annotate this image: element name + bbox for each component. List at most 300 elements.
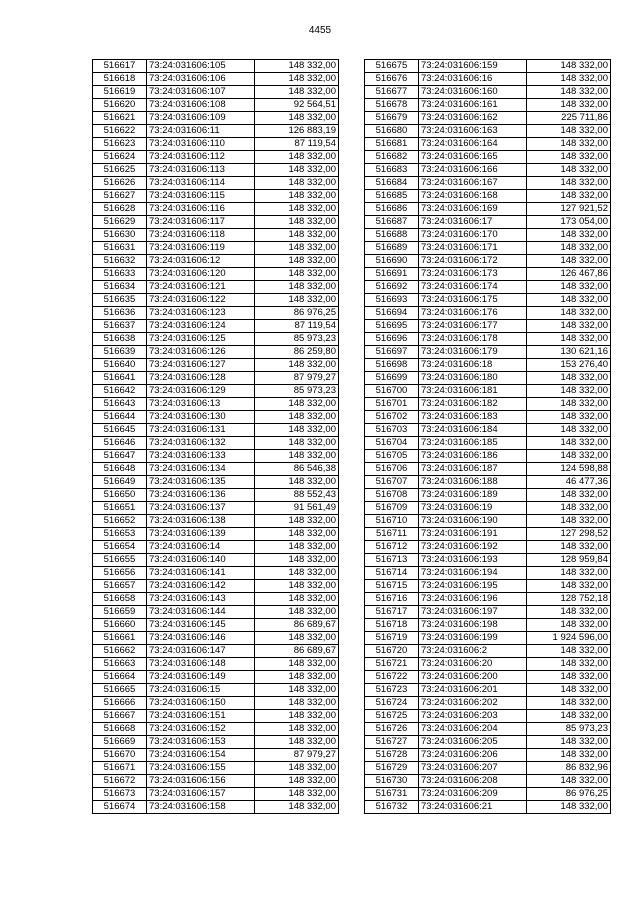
value-cell: 148 332,00 bbox=[255, 606, 339, 619]
row-number-cell: 516694 bbox=[365, 307, 419, 320]
cadastral-number-cell: 73:24:031606:178 bbox=[419, 333, 527, 346]
table-row bbox=[365, 762, 611, 775]
row-number-cell: 516644 bbox=[93, 411, 147, 424]
row-number-cell: 516727 bbox=[365, 736, 419, 749]
table-row bbox=[93, 632, 339, 645]
cadastral-number-cell: 73:24:031606:144 bbox=[147, 606, 255, 619]
value-cell: 148 332,00 bbox=[255, 112, 339, 125]
row-number-cell: 516650 bbox=[93, 489, 147, 502]
value-cell: 124 598,88 bbox=[527, 463, 611, 476]
row-number-cell: 516624 bbox=[93, 151, 147, 164]
cadastral-number-cell: 73:24:031606:188 bbox=[419, 476, 527, 489]
table-row bbox=[365, 723, 611, 736]
row-number-cell: 516689 bbox=[365, 242, 419, 255]
table-row bbox=[93, 99, 339, 112]
table-row bbox=[93, 294, 339, 307]
table-row bbox=[93, 385, 339, 398]
table-row bbox=[93, 437, 339, 450]
cadastral-number-cell: 73:24:031606:138 bbox=[147, 515, 255, 528]
table-row bbox=[93, 112, 339, 125]
table-row bbox=[365, 151, 611, 164]
row-number-cell: 516636 bbox=[93, 307, 147, 320]
cadastral-number-cell: 73:24:031606:120 bbox=[147, 268, 255, 281]
row-number-cell: 516698 bbox=[365, 359, 419, 372]
cadastral-number-cell: 73:24:031606:119 bbox=[147, 242, 255, 255]
table-row bbox=[365, 593, 611, 606]
cadastral-number-cell: 73:24:031606:128 bbox=[147, 372, 255, 385]
table-row bbox=[365, 346, 611, 359]
table-row bbox=[365, 775, 611, 788]
cadastral-number-cell: 73:24:031606:165 bbox=[419, 151, 527, 164]
table-row bbox=[93, 268, 339, 281]
value-cell: 91 561,49 bbox=[255, 502, 339, 515]
row-number-cell: 516651 bbox=[93, 502, 147, 515]
table-row bbox=[365, 307, 611, 320]
cadastral-number-cell: 73:24:031606:149 bbox=[147, 671, 255, 684]
cadastral-number-cell: 73:24:031606:200 bbox=[419, 671, 527, 684]
row-number-cell: 516670 bbox=[93, 749, 147, 762]
value-cell: 148 332,00 bbox=[255, 762, 339, 775]
row-number-cell: 516705 bbox=[365, 450, 419, 463]
row-number-cell: 516730 bbox=[365, 775, 419, 788]
value-cell: 148 332,00 bbox=[255, 788, 339, 801]
row-number-cell: 516713 bbox=[365, 554, 419, 567]
row-number-cell: 516681 bbox=[365, 138, 419, 151]
table-row bbox=[93, 216, 339, 229]
row-number-cell: 516657 bbox=[93, 580, 147, 593]
value-cell: 85 973,23 bbox=[255, 333, 339, 346]
cadastral-number-cell: 73:24:031606:184 bbox=[419, 424, 527, 437]
value-cell: 148 332,00 bbox=[255, 151, 339, 164]
row-number-cell: 516729 bbox=[365, 762, 419, 775]
value-cell: 148 332,00 bbox=[527, 606, 611, 619]
table-row bbox=[93, 242, 339, 255]
row-number-cell: 516630 bbox=[93, 229, 147, 242]
cadastral-number-cell: 73:24:031606:189 bbox=[419, 489, 527, 502]
cadastral-number-cell: 73:24:031606:122 bbox=[147, 294, 255, 307]
table-row bbox=[365, 463, 611, 476]
table-row bbox=[93, 489, 339, 502]
row-number-cell: 516726 bbox=[365, 723, 419, 736]
cadastral-number-cell: 73:24:031606:205 bbox=[419, 736, 527, 749]
row-number-cell: 516704 bbox=[365, 437, 419, 450]
row-number-cell: 516648 bbox=[93, 463, 147, 476]
cadastral-number-cell: 73:24:031606:21 bbox=[419, 801, 527, 814]
value-cell: 86 689,67 bbox=[255, 645, 339, 658]
cadastral-number-cell: 73:24:031606:148 bbox=[147, 658, 255, 671]
table-row bbox=[93, 125, 339, 138]
table-row bbox=[93, 762, 339, 775]
table-row bbox=[93, 606, 339, 619]
table-row bbox=[365, 255, 611, 268]
cadastral-number-cell: 73:24:031606:207 bbox=[419, 762, 527, 775]
cadastral-number-cell: 73:24:031606:192 bbox=[419, 541, 527, 554]
table-row bbox=[365, 489, 611, 502]
value-cell: 148 332,00 bbox=[255, 567, 339, 580]
table-row bbox=[365, 190, 611, 203]
cadastral-number-cell: 73:24:031606:150 bbox=[147, 697, 255, 710]
value-cell: 148 332,00 bbox=[527, 398, 611, 411]
cadastral-number-cell: 73:24:031606:15 bbox=[147, 684, 255, 697]
value-cell: 148 332,00 bbox=[255, 580, 339, 593]
row-number-cell: 516701 bbox=[365, 398, 419, 411]
cadastral-number-cell: 73:24:031606:168 bbox=[419, 190, 527, 203]
table-row bbox=[93, 151, 339, 164]
table-row bbox=[93, 736, 339, 749]
row-number-cell: 516660 bbox=[93, 619, 147, 632]
table-row bbox=[93, 229, 339, 242]
table-row bbox=[365, 99, 611, 112]
cadastral-number-cell: 73:24:031606:14 bbox=[147, 541, 255, 554]
table-row bbox=[93, 60, 339, 73]
table-row bbox=[93, 281, 339, 294]
cadastral-number-cell: 73:24:031606:160 bbox=[419, 86, 527, 99]
row-number-cell: 516720 bbox=[365, 645, 419, 658]
table-row bbox=[365, 437, 611, 450]
value-cell: 148 332,00 bbox=[255, 515, 339, 528]
table-row bbox=[365, 632, 611, 645]
value-cell: 153 276,40 bbox=[527, 359, 611, 372]
table-row bbox=[365, 528, 611, 541]
value-cell: 148 332,00 bbox=[255, 723, 339, 736]
table-row bbox=[93, 502, 339, 515]
cadastral-number-cell: 73:24:031606:163 bbox=[419, 125, 527, 138]
value-cell: 148 332,00 bbox=[527, 749, 611, 762]
value-cell: 148 332,00 bbox=[255, 359, 339, 372]
row-number-cell: 516628 bbox=[93, 203, 147, 216]
value-cell: 148 332,00 bbox=[527, 307, 611, 320]
table-row bbox=[93, 138, 339, 151]
table-row bbox=[365, 606, 611, 619]
cadastral-number-cell: 73:24:031606:196 bbox=[419, 593, 527, 606]
cadastral-number-cell: 73:24:031606:124 bbox=[147, 320, 255, 333]
row-number-cell: 516690 bbox=[365, 255, 419, 268]
table-row bbox=[93, 203, 339, 216]
value-cell: 46 477,36 bbox=[527, 476, 611, 489]
table-row bbox=[365, 502, 611, 515]
table-row bbox=[365, 567, 611, 580]
table-row bbox=[93, 86, 339, 99]
row-number-cell: 516631 bbox=[93, 242, 147, 255]
value-cell: 148 332,00 bbox=[255, 671, 339, 684]
cadastral-number-cell: 73:24:031606:181 bbox=[419, 385, 527, 398]
value-cell: 148 332,00 bbox=[527, 151, 611, 164]
value-cell: 148 332,00 bbox=[255, 801, 339, 814]
value-cell: 148 332,00 bbox=[527, 99, 611, 112]
table-row bbox=[365, 294, 611, 307]
cadastral-number-cell: 73:24:031606:116 bbox=[147, 203, 255, 216]
cadastral-number-cell: 73:24:031606:108 bbox=[147, 99, 255, 112]
value-cell: 86 832,96 bbox=[527, 762, 611, 775]
row-number-cell: 516724 bbox=[365, 697, 419, 710]
value-cell: 87 979,27 bbox=[255, 372, 339, 385]
row-number-cell: 516673 bbox=[93, 788, 147, 801]
cadastral-number-cell: 73:24:031606:17 bbox=[419, 216, 527, 229]
table-row bbox=[365, 203, 611, 216]
cadastral-number-cell: 73:24:031606:139 bbox=[147, 528, 255, 541]
row-number-cell: 516618 bbox=[93, 73, 147, 86]
table-row bbox=[93, 346, 339, 359]
row-number-cell: 516679 bbox=[365, 112, 419, 125]
value-cell: 148 332,00 bbox=[527, 645, 611, 658]
row-number-cell: 516664 bbox=[93, 671, 147, 684]
value-cell: 148 332,00 bbox=[527, 619, 611, 632]
table-row bbox=[365, 125, 611, 138]
row-number-cell: 516721 bbox=[365, 658, 419, 671]
cadastral-number-cell: 73:24:031606:208 bbox=[419, 775, 527, 788]
table-row bbox=[365, 138, 611, 151]
cadastral-number-cell: 73:24:031606:114 bbox=[147, 177, 255, 190]
row-number-cell: 516639 bbox=[93, 346, 147, 359]
value-cell: 1 924 596,00 bbox=[527, 632, 611, 645]
value-cell: 148 332,00 bbox=[527, 502, 611, 515]
value-cell: 148 332,00 bbox=[527, 437, 611, 450]
table-row bbox=[93, 476, 339, 489]
value-cell: 225 711,86 bbox=[527, 112, 611, 125]
cadastral-number-cell: 73:24:031606:20 bbox=[419, 658, 527, 671]
row-number-cell: 516711 bbox=[365, 528, 419, 541]
cadastral-number-cell: 73:24:031606:126 bbox=[147, 346, 255, 359]
value-cell: 86 689,67 bbox=[255, 619, 339, 632]
row-number-cell: 516678 bbox=[365, 99, 419, 112]
table-row bbox=[365, 801, 611, 814]
table-row bbox=[365, 684, 611, 697]
value-cell: 148 332,00 bbox=[255, 775, 339, 788]
cadastral-number-cell: 73:24:031606:118 bbox=[147, 229, 255, 242]
cadastral-number-cell: 73:24:031606:174 bbox=[419, 281, 527, 294]
row-number-cell: 516697 bbox=[365, 346, 419, 359]
row-number-cell: 516635 bbox=[93, 294, 147, 307]
row-number-cell: 516683 bbox=[365, 164, 419, 177]
cadastral-number-cell: 73:24:031606:106 bbox=[147, 73, 255, 86]
value-cell: 88 552,43 bbox=[255, 489, 339, 502]
value-cell: 148 332,00 bbox=[255, 450, 339, 463]
value-cell: 148 332,00 bbox=[255, 216, 339, 229]
table-row bbox=[365, 177, 611, 190]
cadastral-number-cell: 73:24:031606:176 bbox=[419, 307, 527, 320]
row-number-cell: 516665 bbox=[93, 684, 147, 697]
cadastral-number-cell: 73:24:031606:206 bbox=[419, 749, 527, 762]
cadastral-number-cell: 73:24:031606:125 bbox=[147, 333, 255, 346]
table-row bbox=[365, 60, 611, 73]
value-cell: 92 564,51 bbox=[255, 99, 339, 112]
table-row bbox=[93, 398, 339, 411]
row-number-cell: 516695 bbox=[365, 320, 419, 333]
table-row bbox=[365, 86, 611, 99]
row-number-cell: 516623 bbox=[93, 138, 147, 151]
value-cell: 148 332,00 bbox=[255, 437, 339, 450]
table-row bbox=[93, 463, 339, 476]
row-number-cell: 516640 bbox=[93, 359, 147, 372]
row-number-cell: 516688 bbox=[365, 229, 419, 242]
table-row bbox=[93, 164, 339, 177]
cadastral-number-cell: 73:24:031606:162 bbox=[419, 112, 527, 125]
row-number-cell: 516641 bbox=[93, 372, 147, 385]
table-row bbox=[93, 580, 339, 593]
row-number-cell: 516671 bbox=[93, 762, 147, 775]
row-number-cell: 516691 bbox=[365, 268, 419, 281]
table-row bbox=[93, 619, 339, 632]
row-number-cell: 516667 bbox=[93, 710, 147, 723]
cadastral-number-cell: 73:24:031606:161 bbox=[419, 99, 527, 112]
value-cell: 86 546,38 bbox=[255, 463, 339, 476]
cadastral-number-cell: 73:24:031606:191 bbox=[419, 528, 527, 541]
table-row bbox=[93, 645, 339, 658]
value-cell: 148 332,00 bbox=[527, 255, 611, 268]
cadastral-number-cell: 73:24:031606:197 bbox=[419, 606, 527, 619]
cadastral-number-cell: 73:24:031606:204 bbox=[419, 723, 527, 736]
table-row bbox=[365, 619, 611, 632]
value-cell: 148 332,00 bbox=[527, 684, 611, 697]
cadastral-number-cell: 73:24:031606:179 bbox=[419, 346, 527, 359]
table-row bbox=[365, 398, 611, 411]
row-number-cell: 516649 bbox=[93, 476, 147, 489]
cadastral-number-cell: 73:24:031606:177 bbox=[419, 320, 527, 333]
row-number-cell: 516710 bbox=[365, 515, 419, 528]
value-cell: 148 332,00 bbox=[527, 372, 611, 385]
cadastral-number-cell: 73:24:031606:156 bbox=[147, 775, 255, 788]
row-number-cell: 516680 bbox=[365, 125, 419, 138]
table-row bbox=[365, 710, 611, 723]
cadastral-number-cell: 73:24:031606:164 bbox=[419, 138, 527, 151]
table-row bbox=[365, 541, 611, 554]
table-row bbox=[365, 281, 611, 294]
cadastral-number-cell: 73:24:031606:198 bbox=[419, 619, 527, 632]
cadastral-number-cell: 73:24:031606:145 bbox=[147, 619, 255, 632]
row-number-cell: 516707 bbox=[365, 476, 419, 489]
row-number-cell: 516656 bbox=[93, 567, 147, 580]
value-cell: 148 332,00 bbox=[255, 242, 339, 255]
row-number-cell: 516669 bbox=[93, 736, 147, 749]
cadastral-number-cell: 73:24:031606:142 bbox=[147, 580, 255, 593]
row-number-cell: 516703 bbox=[365, 424, 419, 437]
cadastral-number-cell: 73:24:031606:157 bbox=[147, 788, 255, 801]
row-number-cell: 516696 bbox=[365, 333, 419, 346]
table-row bbox=[93, 593, 339, 606]
row-number-cell: 516725 bbox=[365, 710, 419, 723]
row-number-cell: 516619 bbox=[93, 86, 147, 99]
cadastral-number-cell: 73:24:031606:199 bbox=[419, 632, 527, 645]
row-number-cell: 516652 bbox=[93, 515, 147, 528]
row-number-cell: 516626 bbox=[93, 177, 147, 190]
value-cell: 86 976,25 bbox=[255, 307, 339, 320]
table-row bbox=[365, 658, 611, 671]
value-cell: 148 332,00 bbox=[527, 411, 611, 424]
cadastral-number-cell: 73:24:031606:153 bbox=[147, 736, 255, 749]
value-cell: 86 259,80 bbox=[255, 346, 339, 359]
value-cell: 148 332,00 bbox=[255, 593, 339, 606]
table-row bbox=[365, 333, 611, 346]
table-row bbox=[365, 697, 611, 710]
cadastral-number-cell: 73:24:031606:131 bbox=[147, 424, 255, 437]
cadastral-number-cell: 73:24:031606:186 bbox=[419, 450, 527, 463]
row-number-cell: 516699 bbox=[365, 372, 419, 385]
table-row bbox=[365, 424, 611, 437]
cadastral-number-cell: 73:24:031606:173 bbox=[419, 268, 527, 281]
cadastral-number-cell: 73:24:031606:154 bbox=[147, 749, 255, 762]
table-row bbox=[93, 541, 339, 554]
value-cell: 148 332,00 bbox=[527, 125, 611, 138]
page-number: 4455 bbox=[308, 25, 332, 36]
value-cell: 148 332,00 bbox=[255, 411, 339, 424]
value-cell: 85 973,23 bbox=[255, 385, 339, 398]
cadastral-number-cell: 73:24:031606:121 bbox=[147, 281, 255, 294]
row-number-cell: 516687 bbox=[365, 216, 419, 229]
table-row bbox=[93, 372, 339, 385]
cadastral-number-cell: 73:24:031606:167 bbox=[419, 177, 527, 190]
value-cell: 148 332,00 bbox=[527, 333, 611, 346]
table-row bbox=[93, 255, 339, 268]
cadastral-number-cell: 73:24:031606:141 bbox=[147, 567, 255, 580]
cadastral-number-cell: 73:24:031606:134 bbox=[147, 463, 255, 476]
row-number-cell: 516731 bbox=[365, 788, 419, 801]
value-cell: 148 332,00 bbox=[527, 671, 611, 684]
table-row bbox=[93, 697, 339, 710]
cadastral-number-cell: 73:24:031606:159 bbox=[419, 60, 527, 73]
row-number-cell: 516706 bbox=[365, 463, 419, 476]
table-row bbox=[93, 450, 339, 463]
cadastral-number-cell: 73:24:031606:136 bbox=[147, 489, 255, 502]
value-cell: 148 332,00 bbox=[527, 86, 611, 99]
row-number-cell: 516659 bbox=[93, 606, 147, 619]
table-row bbox=[93, 801, 339, 814]
cadastral-number-cell: 73:24:031606:123 bbox=[147, 307, 255, 320]
value-cell: 85 973,23 bbox=[527, 723, 611, 736]
table-row bbox=[93, 658, 339, 671]
value-cell: 87 119,54 bbox=[255, 320, 339, 333]
table-row bbox=[365, 73, 611, 86]
value-cell: 148 332,00 bbox=[255, 281, 339, 294]
row-number-cell: 516684 bbox=[365, 177, 419, 190]
cadastral-number-cell: 73:24:031606:129 bbox=[147, 385, 255, 398]
cadastral-number-cell: 73:24:031606:147 bbox=[147, 645, 255, 658]
value-cell: 148 332,00 bbox=[527, 489, 611, 502]
row-number-cell: 516677 bbox=[365, 86, 419, 99]
value-cell: 148 332,00 bbox=[527, 242, 611, 255]
table-row bbox=[93, 567, 339, 580]
cadastral-number-cell: 73:24:031606:12 bbox=[147, 255, 255, 268]
row-number-cell: 516617 bbox=[93, 60, 147, 73]
cadastral-number-cell: 73:24:031606:185 bbox=[419, 437, 527, 450]
table-row bbox=[365, 164, 611, 177]
value-cell: 148 332,00 bbox=[255, 632, 339, 645]
value-cell: 148 332,00 bbox=[527, 580, 611, 593]
row-number-cell: 516716 bbox=[365, 593, 419, 606]
value-cell: 148 332,00 bbox=[527, 450, 611, 463]
value-cell: 148 332,00 bbox=[527, 320, 611, 333]
value-cell: 148 332,00 bbox=[527, 697, 611, 710]
row-number-cell: 516647 bbox=[93, 450, 147, 463]
value-cell: 148 332,00 bbox=[527, 658, 611, 671]
table-row bbox=[365, 268, 611, 281]
table-row bbox=[93, 515, 339, 528]
cadastral-number-cell: 73:24:031606:194 bbox=[419, 567, 527, 580]
table-row bbox=[93, 333, 339, 346]
row-number-cell: 516715 bbox=[365, 580, 419, 593]
value-cell: 127 298,52 bbox=[527, 528, 611, 541]
cadastral-number-cell: 73:24:031606:18 bbox=[419, 359, 527, 372]
table-row bbox=[365, 372, 611, 385]
value-cell: 148 332,00 bbox=[255, 528, 339, 541]
row-number-cell: 516722 bbox=[365, 671, 419, 684]
table-row bbox=[365, 476, 611, 489]
cadastral-number-cell: 73:24:031606:140 bbox=[147, 554, 255, 567]
row-number-cell: 516625 bbox=[93, 164, 147, 177]
table-row bbox=[93, 307, 339, 320]
row-number-cell: 516638 bbox=[93, 333, 147, 346]
row-number-cell: 516653 bbox=[93, 528, 147, 541]
cadastral-number-cell: 73:24:031606:190 bbox=[419, 515, 527, 528]
